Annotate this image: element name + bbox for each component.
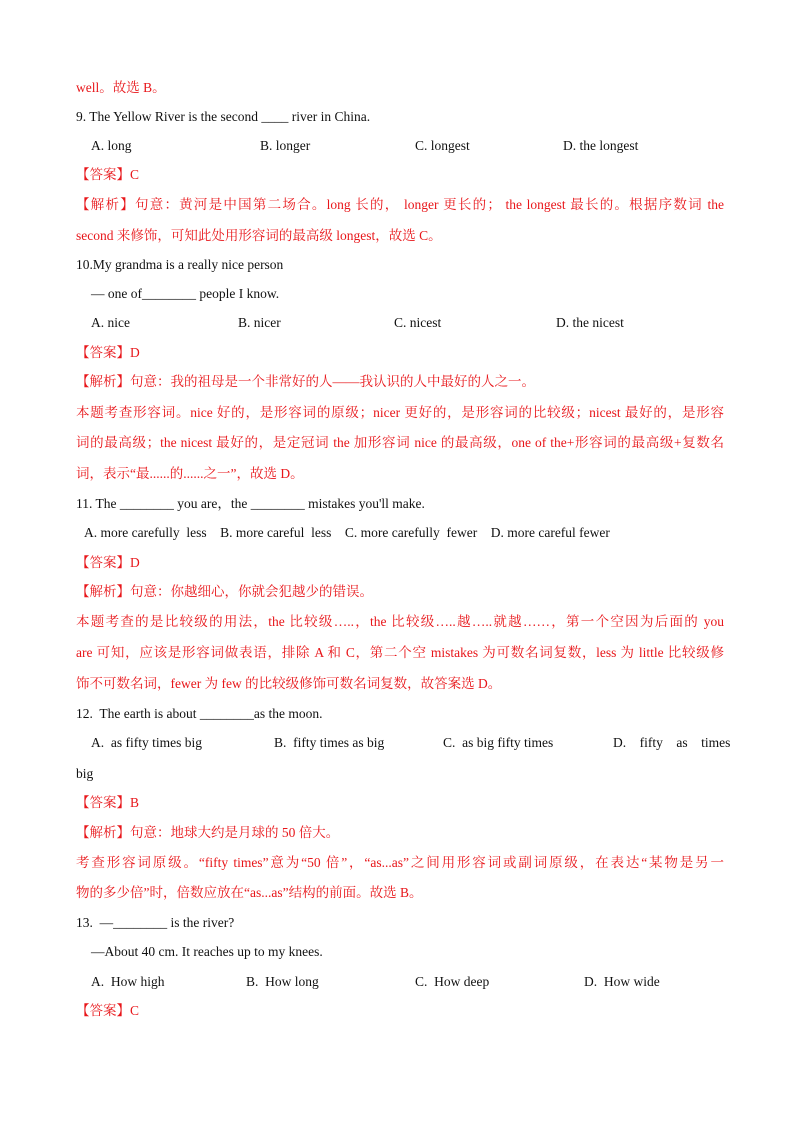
q13-option-c: C. How deep — [415, 974, 490, 989]
q11-analysis-line: 本题考查的是比较级的用法，the 比较级…..，the 比较级…..越…..就越……，第一个空因为后面的 you — [76, 614, 724, 629]
analysis-line: well。故选 B。 — [76, 80, 166, 95]
q10-analysis-line: 本题考查形容词。nice 好的，是形容词的原级；nicer 更好的，是形容词的比较级；nicest 最好的，是形容 — [76, 405, 724, 420]
question-10-stem: 10.My grandma is a really nice person — [76, 257, 284, 272]
question-12-stem: 12. The earth is about ________as the moon. — [76, 706, 323, 721]
q10-option-a: A. nice — [91, 315, 130, 330]
q12-option-a: A. as fifty times big — [91, 735, 202, 750]
q9-answer: 【答案】C — [76, 167, 140, 182]
q12-option-b: B. fifty times as big — [274, 735, 385, 750]
q9-analysis-line: second 来修饰，可知此处用形容词的最高级 longest，故选 C。 — [76, 228, 442, 243]
question-10-stem-line2: — one of________ people I know. — [91, 286, 280, 301]
q13-answer: 【答案】C — [76, 1003, 140, 1018]
q9-option-c: C. longest — [415, 138, 470, 153]
q9-option-a: A. long — [91, 138, 132, 153]
q10-analysis-line: 【解析】句意：我的祖母是一个非常好的人——我认识的人中最好的人之一。 — [76, 374, 535, 389]
q12-option-d-wrap: big — [76, 766, 94, 781]
q12-option-d: D. fifty as times — [613, 735, 731, 750]
question-9-stem: 9. The Yellow River is the second ____ river in China. — [76, 109, 371, 124]
q10-option-b: B. nicer — [238, 315, 281, 330]
q11-analysis-line: 饰不可数名词，fewer 为 few 的比较级修饰可数名词复数，故答案选 D。 — [76, 676, 502, 691]
q10-option-d: D. the nicest — [556, 315, 624, 330]
q10-answer: 【答案】D — [76, 345, 140, 360]
q12-analysis-line: 考查形容词原级。“fifty times”意为“50 倍”，“as...as”之间用形容词或副词原级，在表达“某物是另一 — [76, 855, 724, 870]
q10-analysis-line: 词的最高级；the nicest 最好的，是定冠词 the 加形容词 nice 的最高级，one of the+形容词的最高级+复数名 — [76, 435, 724, 450]
q13-option-d: D. How wide — [584, 974, 660, 989]
q11-options: A. more carefully less B. more careful less C. more carefully fewer D. more careful fewer — [84, 525, 610, 540]
q12-option-c: C. as big fifty times — [443, 735, 554, 750]
question-13-stem-line2: —About 40 cm. It reaches up to my knees. — [91, 944, 323, 959]
q11-analysis-line: are 可知，应该是形容词做表语，排除 A 和 C，第二个空 mistakes 为可数名词复数，less 为 little 比较级修 — [76, 645, 724, 660]
q9-option-b: B. longer — [260, 138, 311, 153]
q13-option-a: A. How high — [91, 974, 165, 989]
q12-answer: 【答案】B — [76, 795, 140, 810]
question-11-stem: 11. The ________ you are，the ________ mistakes you'll make. — [76, 496, 425, 511]
q12-analysis-line: 【解析】句意：地球大约是月球的 50 倍大。 — [76, 825, 340, 840]
q12-analysis-line: 物的多少倍”时，倍数应放在“as...as”结构的前面。故选 B。 — [76, 885, 423, 900]
q9-option-d: D. the longest — [563, 138, 639, 153]
question-13-stem: 13. —________ is the river? — [76, 915, 235, 930]
q10-option-c: C. nicest — [394, 315, 442, 330]
q10-analysis-line: 词，表示“最......的......之一”，故选 D。 — [76, 466, 304, 481]
q11-analysis-line: 【解析】句意：你越细心，你就会犯越少的错误。 — [76, 584, 373, 599]
q13-option-b: B. How long — [246, 974, 319, 989]
q9-analysis-line: 【解析】句意：黄河是中国第二场合。long 长的， longer 更长的； the longest 最长的。根据序数词 the — [76, 197, 724, 212]
q11-answer: 【答案】D — [76, 555, 140, 570]
